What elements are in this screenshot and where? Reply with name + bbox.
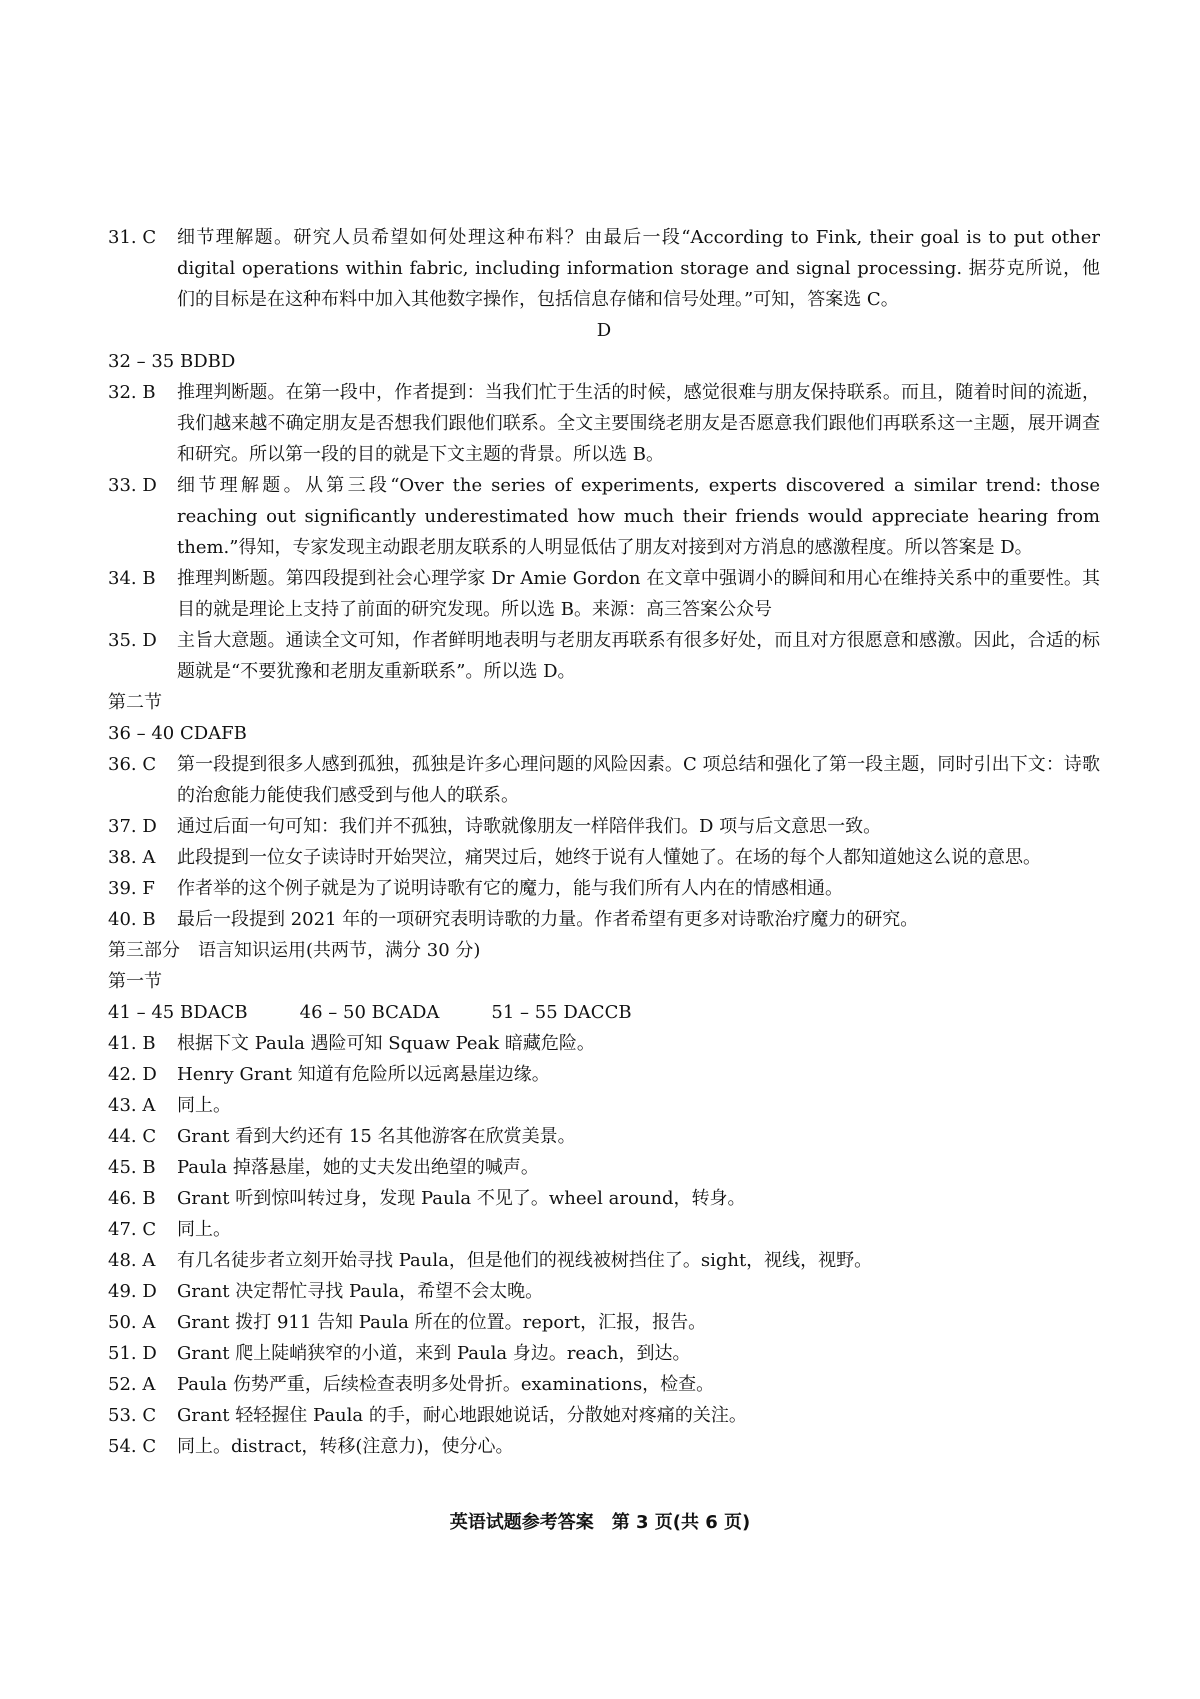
answer-entry-31: [108, 222, 1100, 315]
answer-entry-50: [108, 1307, 1100, 1338]
section-heading-2: 第二节: [108, 692, 162, 713]
answer-entry-44: [108, 1121, 1100, 1152]
answer-explanation: 同上。: [177, 1219, 231, 1240]
answer-explanation: 同上。: [177, 1095, 231, 1116]
answer-number: 36. C: [108, 754, 157, 775]
answer-entry-41: [108, 1028, 1100, 1059]
answer-explanation: 主旨大意题。通读全文可知，作者鲜明地表明与老朋友再联系有很多好处，而且对方很愿意和感激。因此，合适的标题就是“不要犹豫和老朋友重新联系”。所以选 D。: [177, 630, 1100, 682]
answer-explanation: Grant 爬上陡峭狭窄的小道，来到 Paula 身边。reach，到达。: [177, 1343, 691, 1364]
answer-explanation: Henry Grant 知道有危险所以远离悬崖边缘。: [177, 1064, 550, 1085]
answer-entry-34: [108, 563, 1100, 625]
answer-number: 43. A: [108, 1095, 156, 1116]
answer-entry-49: [108, 1276, 1100, 1307]
answer-explanation: Grant 拨打 911 告知 Paula 所在的位置。report，汇报，报告。: [177, 1312, 707, 1333]
answer-number: 33. D: [108, 475, 157, 496]
answer-number: 47. C: [108, 1219, 157, 1240]
answer-explanation: 第一段提到很多人感到孤独，孤独是许多心理问题的风险因素。C 项总结和强化了第一段主题，同时引出下文：诗歌的治愈能力能使我们感受到与他人的联系。: [177, 754, 1100, 806]
answer-number: 35. D: [108, 630, 157, 651]
answer-number: 38. A: [108, 847, 156, 868]
answer-explanation: Paula 伤势严重，后续检查表明多处骨折。examinations，检查。: [177, 1374, 715, 1395]
answer-explanation: 作者举的这个例子就是为了说明诗歌有它的魔力，能与我们所有人内在的情感相通。: [177, 878, 843, 899]
answer-number: 34. B: [108, 568, 156, 589]
answer-entry-48: [108, 1245, 1100, 1276]
answer-summary-32-35: 32 – 35 BDBD: [108, 351, 236, 372]
answer-summary-36-40: 36 – 40 CDAFB: [108, 723, 247, 744]
answer-explanation: 推理判断题。第四段提到社会心理学家 Dr Amie Gordon 在文章中强调小的瞬间和用心在维持关系中的重要性。其目的就是理论上支持了前面的研究发现。所以选 B。来源：高三答案公众号: [177, 568, 1100, 620]
answer-entry-33: [108, 470, 1100, 563]
answer-number: 32. B: [108, 382, 156, 403]
answer-entry-51: [108, 1338, 1100, 1369]
answer-number: 46. B: [108, 1188, 156, 1209]
answer-summary-51-55: 51 – 55 DACCB: [491, 1002, 632, 1023]
answer-entry-47: [108, 1214, 1100, 1245]
answer-number: 41. B: [108, 1033, 156, 1054]
answer-number: 54. C: [108, 1436, 157, 1457]
answer-entry-36: [108, 749, 1100, 811]
answer-number: 44. C: [108, 1126, 157, 1147]
answer-explanation: Grant 看到大约还有 15 名其他游客在欣赏美景。: [177, 1126, 576, 1147]
answer-number: 49. D: [108, 1281, 157, 1302]
page-content: [108, 222, 1100, 1462]
answer-number: 31. C: [108, 227, 157, 248]
answer-explanation: 细节理解题。研究人员希望如何处理这种布料？由最后一段“According to Fink, their goal is to put other digital operations within fabric, including information storage and signal processing. 据芬克所说，他们的目标是在这种布料中加入其他数字操作，包括信息存储和信号处理。”可知，答案选 C。: [177, 227, 1100, 310]
answer-number: 48. A: [108, 1250, 156, 1271]
answer-entry-42: [108, 1059, 1100, 1090]
answer-summary-41-55: [108, 997, 1100, 1028]
page-footer: 英语试题参考答案 第 3 页(共 6 页): [449, 1512, 751, 1533]
answer-entry-38: [108, 842, 1100, 873]
section-heading-d: D: [596, 320, 612, 341]
answer-entry-54: [108, 1431, 1100, 1462]
answer-number: 39. F: [108, 878, 155, 899]
answer-number: 40. B: [108, 909, 156, 930]
answer-explanation: Grant 决定帮忙寻找 Paula，希望不会太晚。: [177, 1281, 544, 1302]
answer-entry-39: [108, 873, 1100, 904]
answer-explanation: 有几名徒步者立刻开始寻找 Paula，但是他们的视线被树挡住了。sight，视线，视野。: [177, 1250, 873, 1271]
answer-explanation: Grant 听到惊叫转过身，发现 Paula 不见了。wheel around，转身。: [177, 1188, 746, 1209]
answer-number: 51. D: [108, 1343, 157, 1364]
answer-number: 45. B: [108, 1157, 156, 1178]
answer-summary-41-45: 41 – 45 BDACB: [108, 1002, 248, 1023]
answer-explanation: Grant 轻轻握住 Paula 的手，耐心地跟她说话，分散她对疼痛的关注。: [177, 1405, 747, 1426]
answer-entry-52: [108, 1369, 1100, 1400]
answer-entry-40: [108, 904, 1100, 935]
answer-explanation: 通过后面一句可知：我们并不孤独，诗歌就像朋友一样陪伴我们。D 项与后文意思一致。: [177, 816, 882, 837]
part-3-heading: 第三部分 语言知识运用(共两节，满分 30 分): [108, 940, 481, 961]
answer-number: 42. D: [108, 1064, 157, 1085]
answer-number: 50. A: [108, 1312, 156, 1333]
answer-entry-43: [108, 1090, 1100, 1121]
answer-explanation: 推理判断题。在第一段中，作者提到：当我们忙于生活的时候，感觉很难与朋友保持联系。而且，随着时间的流逝，我们越来越不确定朋友是否想我们跟他们联系。全文主要围绕老朋友是否愿意我们跟他们再联系这一主题，展开调查和研究。所以第一段的目的就是下文主题的背景。所以选 B。: [177, 382, 1100, 465]
answer-entry-35: [108, 625, 1100, 687]
answer-explanation: 根据下文 Paula 遇险可知 Squaw Peak 暗藏危险。: [177, 1033, 595, 1054]
answer-entry-32: [108, 377, 1100, 470]
section-heading-1: 第一节: [108, 971, 162, 992]
answer-entry-45: [108, 1152, 1100, 1183]
answer-entry-37: [108, 811, 1100, 842]
answer-explanation: 此段提到一位女子读诗时开始哭泣，痛哭过后，她终于说有人懂她了。在场的每个人都知道她这么说的意思。: [177, 847, 1041, 868]
answer-explanation: 细节理解题。从第三段“Over the series of experiments, experts discovered a similar trend: those reaching out significantly underestimated how much their friends would appreciate hearing from them.”得知，专家发现主动跟老朋友联系的人明显低估了朋友对接到对方消息的感激程度。所以答案是 D。: [177, 475, 1100, 558]
answer-summary-46-50: 46 – 50 BCADA: [299, 1002, 440, 1023]
answer-explanation: 同上。distract，转移(注意力)，使分心。: [177, 1436, 514, 1457]
answer-number: 53. C: [108, 1405, 157, 1426]
answer-number: 37. D: [108, 816, 157, 837]
answer-number: 52. A: [108, 1374, 156, 1395]
answer-explanation: Paula 掉落悬崖，她的丈夫发出绝望的喊声。: [177, 1157, 539, 1178]
answer-entry-46: [108, 1183, 1100, 1214]
answer-entry-53: [108, 1400, 1100, 1431]
answer-explanation: 最后一段提到 2021 年的一项研究表明诗歌的力量。作者希望有更多对诗歌治疗魔力的研究。: [177, 909, 919, 930]
